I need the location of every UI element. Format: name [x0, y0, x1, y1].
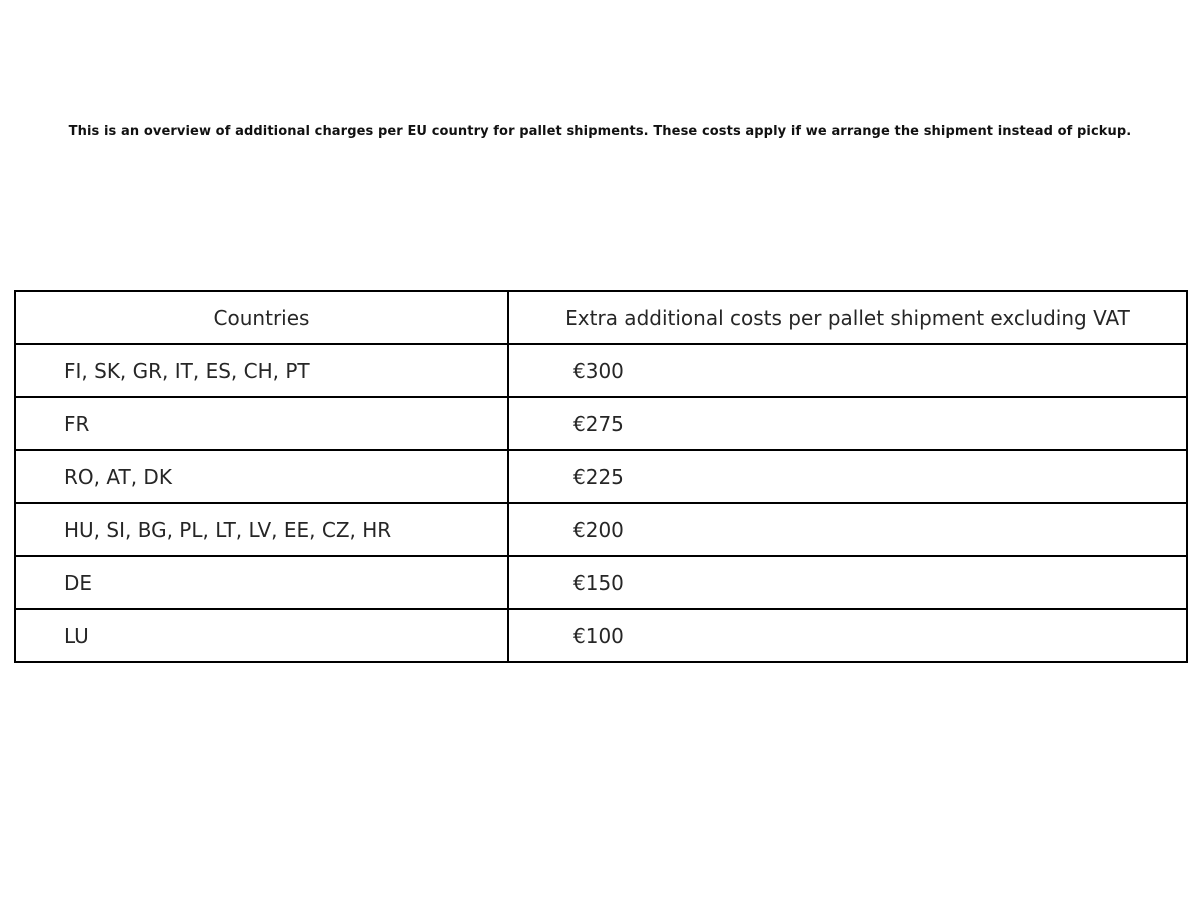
charges-table-header — [15, 291, 1187, 344]
cost-cell: €225 — [508, 450, 1187, 503]
cost-cell: €200 — [508, 503, 1187, 556]
countries-cell: RO, AT, DK — [15, 450, 508, 503]
header-extra-costs: Extra additional costs per pallet shipment excluding VAT — [508, 291, 1187, 344]
table-row — [15, 344, 1187, 397]
charges-table — [14, 290, 1188, 663]
cost-cell: €100 — [508, 609, 1187, 662]
header-row — [15, 291, 1187, 344]
countries-cell: HU, SI, BG, PL, LT, LV, EE, CZ, HR — [15, 503, 508, 556]
table-row — [15, 609, 1187, 662]
charges-table-body — [15, 344, 1187, 662]
table-row — [15, 450, 1187, 503]
cost-cell: €275 — [508, 397, 1187, 450]
cost-cell: €150 — [508, 556, 1187, 609]
countries-cell: DE — [15, 556, 508, 609]
countries-cell: LU — [15, 609, 508, 662]
table-row — [15, 503, 1187, 556]
countries-cell: FI, SK, GR, IT, ES, CH, PT — [15, 344, 508, 397]
table-row — [15, 397, 1187, 450]
header-countries: Countries — [15, 291, 508, 344]
countries-cell: FR — [15, 397, 508, 450]
intro-note: This is an overview of additional charges per EU country for pallet shipments. These costs apply if we arrange the shipment instead of pickup. — [68, 124, 1132, 139]
cost-cell: €300 — [508, 344, 1187, 397]
table-row — [15, 556, 1187, 609]
